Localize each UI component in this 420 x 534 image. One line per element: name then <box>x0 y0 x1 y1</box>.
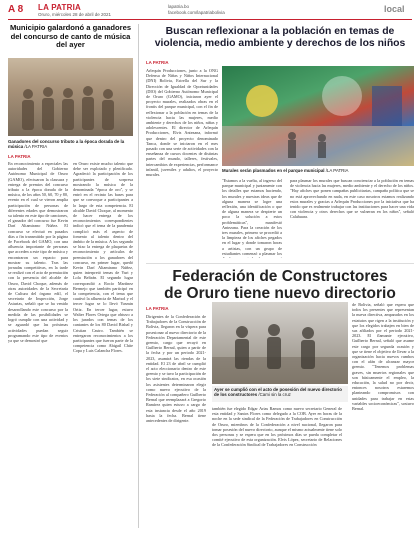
top-article-body-col1: Arlequín Producciones, junto a la ONG Defensa de Niñas y Niños Internacional (DNI) Bolivia, Estrella del Sur y la Dirección de Igualdad de Oportunidades (DIO) del Gobierno Autónomo Municipal de Oruro (GAMO), iniciaron ayer el proyecto murales, realizados obras en el frontis del parque municipal, con el fin de reflexionar a la población en temas de la violencia hacia las mujeres, medio ambiente y derechos de los niños, niñas y adolescentes. El director de Arlequín Producciones, Elvis Antezana, informó que dentro del proyecto denominado Tanca, donde se iniciaron en el mes pasado con una serie de actividades con la enseñanza de cursos docentes de distintas partes del mundo, talleres, festivales, intercambios de experiencias, performance infantil, juveniles y adultos, el proyecto murales. <box>146 68 218 178</box>
bottom-caption-bold: Ayer se cumplió con el acto de posesión del nuevo directorio de los constructores <box>214 387 342 398</box>
constructors-photo <box>212 302 348 384</box>
header-rule <box>8 19 412 20</box>
people-silhouettes-icon <box>8 58 133 136</box>
issue-date: Oruro, miércoles 28 de abril de 2021 <box>38 12 112 17</box>
site-url: lapatria.bo <box>168 4 190 9</box>
left-article-credit: LA PATRIA <box>8 154 31 159</box>
murals-photo <box>222 66 414 166</box>
bottom-headline-line2: de Oruro tiene nuevo directorio <box>164 285 396 302</box>
top-caption-bold: Murales serán plasmados en el parque municipal <box>222 168 325 173</box>
site-info <box>168 4 225 16</box>
column-divider <box>138 24 139 528</box>
mural-artwork-icon <box>222 66 414 166</box>
publication-name: LA PATRIA <box>38 3 81 12</box>
left-article-headline: Municipio galardonó a ganadores del concurso de canto de música del ayer <box>9 23 132 49</box>
bottom-caption-credit: /Cami sin la cruz <box>257 392 291 398</box>
contest-winners-photo <box>8 58 133 136</box>
top-article-headline: Buscan reflexionar a la población en temas de violencia, medio ambiente y derechos de los niños <box>154 26 406 49</box>
top-article-body-col2: "Estamos a la vuelta, al ingreso del parque municipal y juntamente con los detalles que estamos haciendo, los murales y nuestras ideas que de alguna manera se logre una reflexión, una identificación o que de alguna manera se despierte un poco la solución a estos problemáticas", manifestó Antezana. Para la creación de los tres murales, primero se procedió a la limpieza de los afiches pegados en el lugar y donde tomaron horas a artistas, con un grupo de estudiantes comenzó a plasmar los <box>222 178 282 256</box>
top-photo-caption <box>222 168 414 173</box>
bottom-article-body-col3: de Bolivia, señaló que espera que todos los presentes que representan la nueva directiva, amparados en los estatutos que rigen a la institución y que los elegidos trabajen en bien de sus afiliados por el periodo 2021-2023. El flamante ejecutivo, Guilberto Bernal, señaló que asume este cargo por segunda ocasión y que se tiene el objetivo de llevar a la organización hacia nuevos rumbos con el afán de alcanzar mayor gremio. "Tenemos problemas graves, sin muertos regionales que son básicamente el empleo, la educación, la salud no por decir, entonces nosotros estaremos planteando compromisos con unidades para trabajar en estas variables socioeconómicas", sostuvo Bernal. <box>352 302 414 412</box>
bottom-article-body-col2: también fue elegido Edgar Arias Ramos como nuevo secretario General de esta entidad y Santos Flores como delegado a la COB. Ayer en horas de la noche en la sede sindical de la Federación de Trabajadores en Construcción de Oruro, miembros de la Confederación a nivel nacional, llegaron para tomar posesión del nuevo directorio, aunque el mismo actualmente tiene solo dos personas y se espera que en los próximos días se pueda completar el comité ejecutivo de esta organización. Elvis López, secretario de Relaciones de la Confederación Sindical de Trabajadores en Construcción <box>212 406 342 448</box>
bottom-article-headline <box>146 268 414 302</box>
section-divider <box>146 263 414 264</box>
left-caption-credit: /LA PATRIA <box>23 144 48 150</box>
left-article-body-col2: en Oruro existe mucho talento que debe ser explotado y plenificado. Agradeció la participación de los participantes de sorpresa mostrando la música de la denominada "época de oro", y se entró en el recinto las bases para que se convoque a participantes a lo largo de esta competencia. El alcalde David Choque, al momento de hacer entrega de los reconocimientos correspondientes indicó que el tema de la pandemia complicó más el aspecto de fomento al talento dentro del ámbito de la música. A los segundo se hizo la entrega de plaquetas de reconocimiento y artículos de premiación a los ganadores del concurso, en primer lugar, quedó Kevin Darí Altamirano Núñez, quien interpretó temas de Yuri y Lola Beltrán. El segundo lugar correspondió a Rocío Martínez Bermejo que también participó en la competencia, con el tema que cautivó la afluencia de Marisol y el tercer lugar se lo llevó Yasmin Ortiz. En tercer lugar, estuvo Walter Flores Ortega que obtuvo a los jurados con temas de los cantantes de los 80 David Bisbal y Cristian Castro. También se entregaron reconocimientos a los participantes que fueron parte de la competencia como Abigail Chite Copa y Luis Calancha Flores. <box>73 161 133 354</box>
page-number: A 8 <box>8 4 24 15</box>
top-article-body-col3: para plasmar los murales que buscan concienciar a la población en temas de violencia hacia las mujeres, medio ambiente y el derecho de los niños. "Hay afiches que ponen campañas publicitarias, campaña política que se no está aprovechando en nada, en este caso nosotros estamos realizando estos murales y gracias a Arlequín Producciones por la iniciativa que ha tenido que es realmente trabajar con las instituciones para hacer una vida con violencia y otros derechos que se vulneran en los niños", señaló Calahuara. <box>290 178 414 220</box>
left-photo-caption <box>8 139 133 150</box>
left-article-body-col1: En reconocimiento a especiales las autoridades del Gobierno Autónomo Municipal de Oruro (GAMO), efectuaron la clausura y entrega de premios del concurso tributo a la época dorada de la música, de los años 50, 60, 70 y 80, evento en el cual se vieron amplia participación de personas de diferentes edades que demostraron su talento en este tipo de canciones, el ganador del concurso fue Kevin Darí Altamirano Núñez. El concurso se efectuó en pasados días a fin transmitido por la página de Facebook del GAMO, con una afluencia importante de personas que acceden a este tipo de música y encontraron un espacio para mostrar su talento. Tras las jornadas competitivas, en la tarde se realizó con el acto de premiación con la presencia del alcalde de Oruro, David Choque, además de otras autoridades de la Secretaría de Cultura del órgano edil, el secretario de Inspección, Jorge Asturias, señaló que se ha venido desarrollando este concurso por la medida de las posibilidades se logró cumplir con una actividad y se aguardó que las próximas actividades puedan seguir programando este tipo de eventos ya que se demostró que <box>8 161 68 343</box>
bottom-article-body-col1: Dirigentes de la Confederación de Trabajadores de la Construcción de Bolivia, llegaron en la víspera para posesionar al nuevo directorio de la Federación Departamental de este gremio, cargo que recayó en Guilberto Bernal, quien a partir de la fecha y por un periodo 2021-2023, asumirá las riendas de la entidad. El 23 de abril se cumplió el acto eleccionario dentro de este gremio y se tuvo la participación de los siete sindicatos, en esa ocasión los asistentes determinaron elegir como nuevo ejecutivo de la Federación al compañero Guilberto Bernal que reemplazará a Gregorio Ramírez quien estuvo a cargo de esta instancia desde el año 2019 hasta la fecha. Bernal tiene antecedentes de dirigente. <box>146 314 206 424</box>
bottom-photo-caption <box>214 387 346 398</box>
bottom-headline-line1: Federación de Constructores <box>172 268 388 285</box>
social-url: facebook.com/lapatriabolivia <box>168 10 225 15</box>
section-name: local <box>384 4 405 14</box>
meeting-people-icon <box>212 302 348 384</box>
top-caption-credit: /LA PATRIA <box>324 168 349 173</box>
left-caption-bold: Ganadores del concurso tributo a la época dorada de la música <box>8 139 125 150</box>
bottom-article-credit: LA PATRIA <box>146 306 169 311</box>
top-article-credit: LA PATRIA <box>146 60 169 65</box>
